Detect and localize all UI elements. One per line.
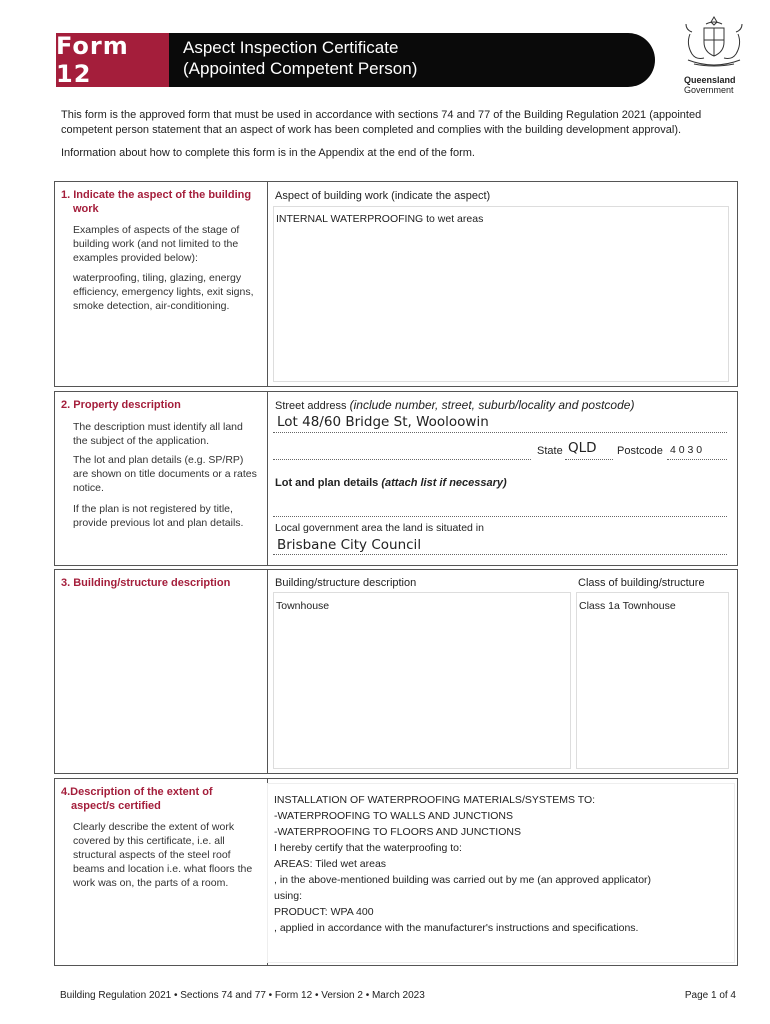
section-property-info xyxy=(55,392,268,565)
aspect-field-label: Aspect of building work (indicate the aspect) xyxy=(275,190,491,202)
extent-line: using: xyxy=(274,890,303,902)
postcode-value[interactable]: 4 0 3 0 xyxy=(670,444,703,456)
section-extent-help: Clearly describe the extent of work covered by this certificate, i.e. all structural aspects of the steel roof beams and location i.e. what floors the work was on, the parts of a room. xyxy=(73,821,253,889)
extent-line: -WATERPROOFING TO WALLS AND JUNCTIONS xyxy=(274,810,513,822)
section-aspect-help: Examples of aspects of the stage of building work (and not limited to the examples provided below): xyxy=(73,224,240,264)
property-help-2: The lot and plan details (e.g. SP/RP) are shown on title documents or a rates notice. xyxy=(73,454,257,494)
section-extent-title: 4.Description of the extent of aspect/s certified xyxy=(61,786,213,812)
extent-line: , in the above-mentioned building was carried out by me (an approved applicator) xyxy=(274,874,652,886)
extent-line: , applied in accordance with the manufacturer's instructions and specifications. xyxy=(274,922,639,934)
extent-line: I hereby certify that the waterproofing to: xyxy=(274,842,462,854)
aspect-value: INTERNAL WATERPROOFING to wet areas xyxy=(276,213,484,225)
lga-value[interactable]: Brisbane City Council xyxy=(277,537,422,553)
street-address-value[interactable]: Lot 48/60 Bridge St, Wooloowin xyxy=(277,414,489,430)
extent-lines xyxy=(274,792,651,936)
intro-paragraph: This form is the approved form that must be used in accordance with sections 74 and 77 of the Building Regulation 2021 (appointed competent person statement that an aspect of work has been completed and complies with the building development approval). xyxy=(61,109,702,136)
property-help-1: The description must identify all land the subject of the application. xyxy=(73,421,243,447)
section-aspect xyxy=(54,181,738,387)
aspect-input[interactable] xyxy=(273,206,729,382)
building-desc-value: Townhouse xyxy=(276,600,330,612)
intro-text xyxy=(61,108,733,169)
queensland-government-logo xyxy=(680,14,748,94)
section-property-title: 2. Property description xyxy=(61,399,181,411)
extent-input[interactable] xyxy=(267,783,735,963)
logo-text-queensland: Queensland xyxy=(684,75,736,85)
section-aspect-info xyxy=(55,182,268,386)
footer-regulation: Building Regulation 2021 • Sections 74 and 77 • Form 12 • Version 2 • March 2023 xyxy=(60,990,425,1001)
building-class-input[interactable] xyxy=(576,592,729,769)
postcode-label: Postcode xyxy=(617,445,663,457)
property-help-3: If the plan is not registered by title, provide previous lot and plan details. xyxy=(73,503,244,529)
building-desc-input[interactable] xyxy=(273,592,571,769)
extent-line: -WATERPROOFING TO FLOORS AND JUNCTIONS xyxy=(274,826,521,838)
section-extent-info xyxy=(55,779,268,965)
lot-plan-label: Lot and plan details (attach list if necessary) xyxy=(275,477,507,489)
extent-line: AREAS: Tiled wet areas xyxy=(274,858,387,870)
section-extent xyxy=(54,778,738,966)
section-property xyxy=(54,391,738,566)
section-building xyxy=(54,569,738,774)
lot-plan-input[interactable] xyxy=(273,516,727,517)
footer-page-number: Page 1 of 4 xyxy=(684,990,736,1001)
form-title-line2: (Appointed Competent Person) xyxy=(183,59,418,78)
intro-appendix-note: Information about how to complete this form is in the Appendix at the end of the form. xyxy=(61,147,475,159)
logo-text-government: Government xyxy=(684,85,734,95)
coat-of-arms-icon xyxy=(680,14,748,70)
extent-line: PRODUCT: WPA 400 xyxy=(274,906,374,918)
state-label: State xyxy=(537,445,563,457)
section-aspect-examples: waterproofing, tiling, glazing, energy efficiency, emergency lights, exit signs, smoke detection, air-conditioning. xyxy=(73,272,254,312)
street-address-label: Street address (include number, street, suburb/locality and postcode) xyxy=(275,398,635,412)
section-aspect-title: 1. Indicate the aspect of the building work xyxy=(61,189,252,215)
extent-line: INSTALLATION OF WATERPROOFING MATERIALS/SYSTEMS TO: xyxy=(274,794,596,806)
section-building-info xyxy=(55,570,268,773)
section-building-title: 3. Building/structure description xyxy=(61,577,231,589)
state-value[interactable]: QLD xyxy=(568,440,597,456)
form-number-badge: Form 12 xyxy=(56,33,169,87)
form-title xyxy=(183,37,417,79)
building-class-value: Class 1a Townhouse xyxy=(579,600,676,612)
building-class-label: Class of building/structure xyxy=(578,577,705,589)
lga-label: Local government area the land is situated in xyxy=(275,522,484,534)
building-desc-label: Building/structure description xyxy=(275,577,417,589)
form-title-line1: Aspect Inspection Certificate xyxy=(183,38,399,57)
